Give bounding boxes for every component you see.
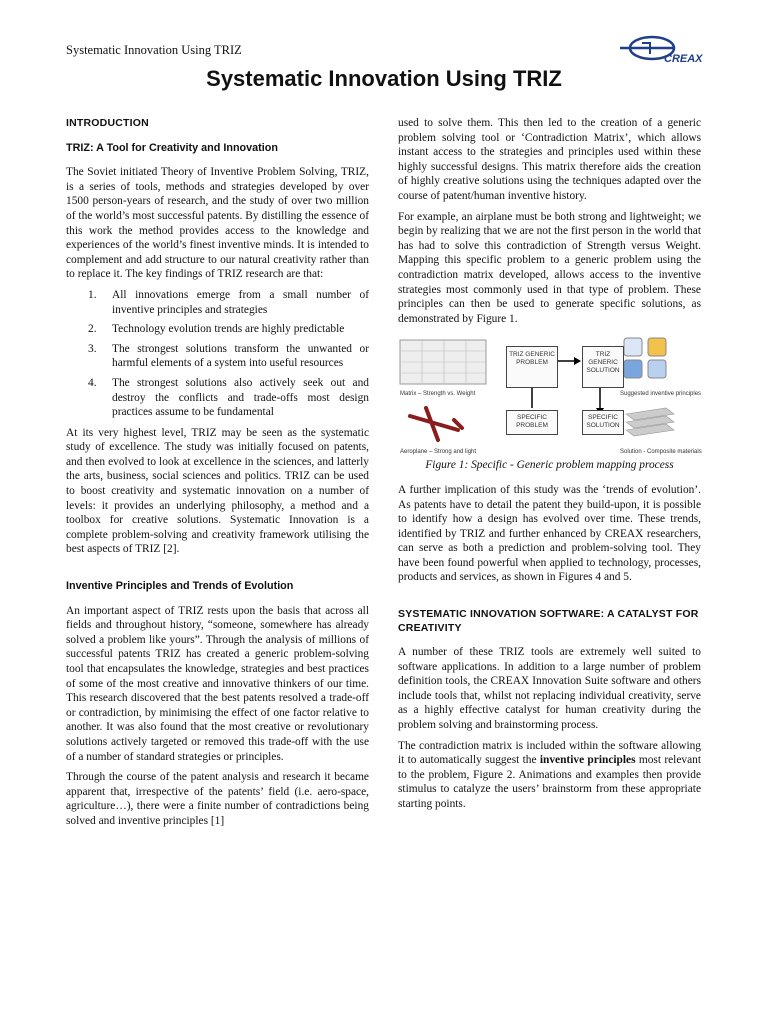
software-paragraph: A number of these TRIZ tools are extremely well suited to software applications. In addition to a large number of problem definition tools, the CREAX Innovation Suite software and others include tools that, whilst not replacing individual creativity, serve as a highly effective catalyst for human creativity during the problem solving and brainstorming process. xyxy=(398,646,701,732)
excellence-paragraph: At its very highest level, TRIZ may be seen as the systematic study of excellence. The study was initially focused on patents, and then evolved to look at excellence in the sciences, and latterly the arts, business, social sciences and politics. TRIZ can be used to boost creativity and systematic innovation on a number of levels: it provides an underlying philosophy, a method and a toolbox for creative solutions. Systematic Innovation is a complete problem-solving and creativity framework utilising the best aspects of TRIZ [2]. xyxy=(66,426,369,556)
aeroplane-label: Aeroplane – Strong and light xyxy=(400,449,477,456)
trends-paragraph: A further implication of this study was the ‘trends of evolution’. As patents have to detail the patent they build-upon, it is possible to identify how a design has evolved over time. These trends, identified by TRIZ and further enhanced by CREAX researchers, can serve as both a prediction and problem-solving tool. They have been found powerful when applied to technology, processes, products and services, as shown in Figures 4 and 5. xyxy=(398,483,701,584)
triz-generic-solution-box: TRIZ GENERIC SOLUTION xyxy=(582,346,624,388)
left-column xyxy=(66,116,369,835)
running-header: Systematic Innovation Using TRIZ xyxy=(66,43,242,57)
creax-logo xyxy=(612,34,712,66)
solution-label: Solution - Composite materials xyxy=(620,449,702,456)
introduction-heading: INTRODUCTION xyxy=(66,117,149,129)
list-item: 2. Technology evolution trends are highly predictable xyxy=(88,323,345,336)
triz-tool-heading: TRIZ: A Tool for Creativity and Innovation xyxy=(66,141,278,154)
patent-analysis-paragraph: Through the course of the patent analysis and research it became apparent that, irrespective of the patents’ field (i.e. aero-space, agriculture…), there were a finite number of contradictions being solved and inventive principles [1] xyxy=(66,771,369,827)
software-heading: SYSTEMATIC INNOVATION SOFTWARE: A CATALYST FOR CREATIVITY xyxy=(398,608,699,635)
principles-heading: Inventive Principles and Trends of Evolution xyxy=(66,580,294,593)
right-column xyxy=(398,116,701,818)
principles-label: Suggested inventive principles xyxy=(620,391,702,398)
matrix-label: Matrix – Strength vs. Weight xyxy=(400,391,476,398)
principles-paragraph: An important aspect of TRIZ rests upon the basis that across all fields and throughout history, “someone, somewhere has already solved a problem like yours”. Through the analysis of millions of successful patents TRIZ has created a generic problem-solving tool that encapsulates the knowledge, strategies and best practices of some of the most creative and innovative thinkers of our time. This research discovered that the best patents resolved a trade-off or contradiction, by minimising the effect of one factor relative to another. It was also found that the most creative or revolutionary solutions actively targeted or removed this trade-off with the use of a number of standard strategies or principles. xyxy=(66,604,369,763)
list-item: 3. The strongest solutions transform the unwanted or harmful elements of a system into useful resources xyxy=(88,342,369,370)
specific-solution-box: SPECIFIC SOLUTION xyxy=(582,410,624,435)
specific-problem-box: SPECIFIC PROBLEM xyxy=(506,410,558,435)
logo-text: CREAX xyxy=(664,53,703,65)
inventive-principles-bold: inventive principles xyxy=(539,754,636,767)
list-item: 4. The strongest solutions also actively seek out and destroy the conflicts and trade-offs most design practices assume to be fundamental xyxy=(88,376,369,419)
intro-paragraph: The Soviet initiated Theory of Inventive Problem Solving, TRIZ, is a series of tools, methods and strategies developed by over 1500 person-years of research, and the study of over two million of the world’s most successful patents. By distilling the essence of this work the method provides access to the knowledge and experiences of the world’s finest inventive minds. It is intended to complement and add structure to our natural creativity rather than to replace it. The key findings of TRIZ research are that: xyxy=(66,166,369,281)
airplane-paragraph: For example, an airplane must be both strong and lightweight; we begin by realizing that we are not the first person in the world that has had to solve this contradiction of Strength versus Weight. Mapping this specific problem to a generic problem using the contradiction matrix developed, allows access to the inventive strategies most commonly used in that type of problem. These principles can then be used to generate specific solutions, as demonstrated by Figure 1. xyxy=(398,210,701,325)
matrix-paragraph: used to solve them. This then led to the creation of a generic problem solving tool or ‘Contradiction Matrix’, which allows instant access to the strategies and principles used within these highly successful designs. This matrix therefore aids the creation of highly creative solutions using the techniques adapted over the course of patent/human inventive history. xyxy=(398,117,701,202)
figure-1-caption: Figure 1: Specific - Generic problem mapping process xyxy=(425,459,674,472)
contradiction-paragraph: The contradiction matrix is included within the software allowing it to automatically suggest the inventive principles most relevant to the problem, Figure 2. Animations and examples then provide stimulus to catalyze the users’ brainstorm from these appropriate starting points. xyxy=(398,739,702,810)
figure-1 xyxy=(398,334,701,454)
list-item: 1. All innovations emerge from a small number of inventive principles and strategies xyxy=(88,288,369,316)
page-title: Systematic Innovation Using TRIZ xyxy=(206,66,562,91)
key-findings-list xyxy=(66,288,369,420)
triz-generic-problem-box: TRIZ GENERIC PROBLEM xyxy=(506,346,558,388)
